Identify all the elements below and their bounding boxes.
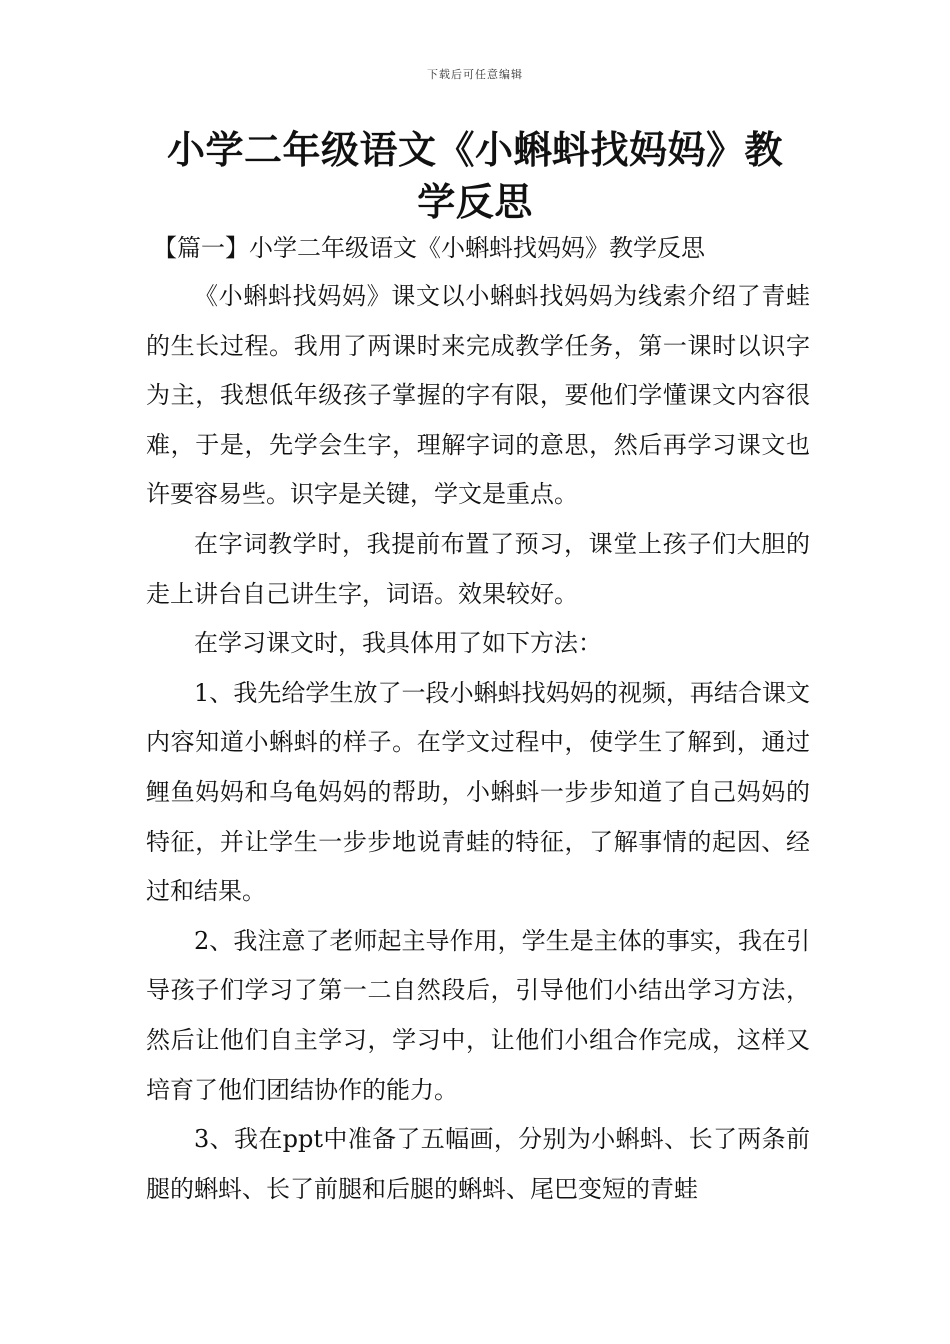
document-body [146,272,810,1214]
paragraph: 3、我在ppt中准备了五幅画，分别为小蝌蚪、长了两条前腿的蝌蚪、长了前腿和后腿的蝌蚪、尾巴变短的青蛙 [146,1125,810,1203]
paragraph: 2、我注意了老师起主导作用，学生是主体的事实，我在引导孩子们学习了第一二自然段后，引导他们小结出学习方法，然后让他们自主学习，学习中，让他们小组合作完成，这样又培育了他们团结协作的能力。 [146,926,810,1104]
document-title: 小学二年级语文《小蝌蚪找妈妈》教学反思 [166,128,783,224]
header-note: 下载后可任意编辑 [427,68,523,81]
paragraph: 《小蝌蚪找妈妈》课文以小蝌蚪找妈妈为线索介绍了青蛙的生长过程。我用了两课时来完成教学任务，第一课时以识字为主，我想低年级孩子掌握的字有限，要他们学懂课文内容很难，于是，先学会生字，理解字词的意思，然后再学习课文也许要容易些。识字是关键，学文是重点。 [146,282,810,509]
paragraph: 在学习课文时，我具体用了如下方法： [194,629,602,658]
section-heading: 【篇一】小学二年级语文《小蝌蚪找妈妈》教学反思 [153,234,705,262]
paragraph: 1、我先给学生放了一段小蝌蚪找妈妈的视频，再结合课文内容知道小蝌蚪的样子。在学文过程中，使学生了解到，通过鲤鱼妈妈和乌龟妈妈的帮助，小蝌蚪一步步知道了自己妈妈的特征，并让学生一步步地说青蛙的特征，了解事情的起因、经过和结果。 [146,678,810,906]
paragraph: 在字词教学时，我提前布置了预习，课堂上孩子们大胆的走上讲台自己讲生字，词语。效果较好。 [146,529,810,608]
